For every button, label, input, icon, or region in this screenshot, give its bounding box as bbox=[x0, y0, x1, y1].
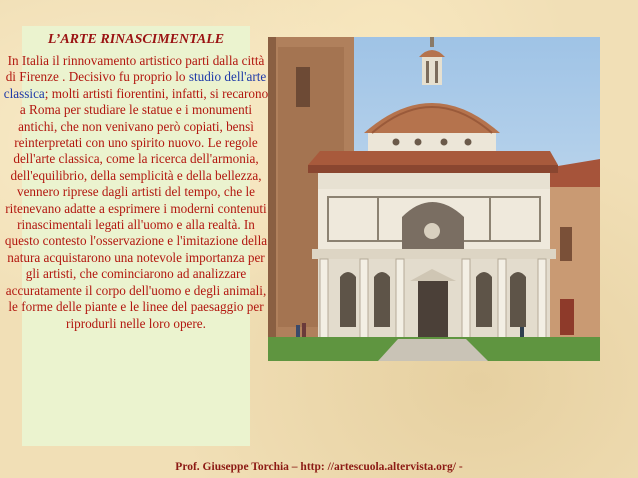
studio-arte-classica-link[interactable]: studio dell'arte classica bbox=[3, 69, 267, 101]
paragraph-start: In Italia il rinnovamento artistico parti dalla città di Firenze . Decisivo fu proprio lo bbox=[5, 53, 265, 85]
building-illustration bbox=[268, 37, 600, 361]
slide-title: L’ARTE RINASCIMENTALE bbox=[47, 32, 225, 47]
text-box bbox=[3, 26, 269, 446]
cappella-pazzi-photo bbox=[268, 37, 600, 361]
paragraph-end: ; molti artisti fiorentini, infatti, si recarono a Roma per studiare le statue e i monumenti antichi, che non venivano però copiati, bensì reinterpretati con uno spirito nuovo. Le regole dell'arte classica, come la ricerca dell'armonia, dell'equilibrio, della semplicità e della bellezza, vennero riprese dagli artisti del tempo, che le ritenevano adatte a esprimere i moderni contenuti rinascimentali legati all'uomo e alla realtà. In questo contesto l'osservazione e l'imitazione della natura acquistarono una notevole importanza per gli artisti, che cominciarono ad analizzare accuratamente il corpo dell'uomo e degli animali, le forme delle piante e le linee del paesaggio per riprodurli nelle loro opere. bbox=[4, 85, 269, 331]
slide-paragraph bbox=[2, 53, 270, 332]
footer-credit: Prof. Giuseppe Torchia – http: //artescuola.altervista.org/ - bbox=[175, 461, 463, 473]
